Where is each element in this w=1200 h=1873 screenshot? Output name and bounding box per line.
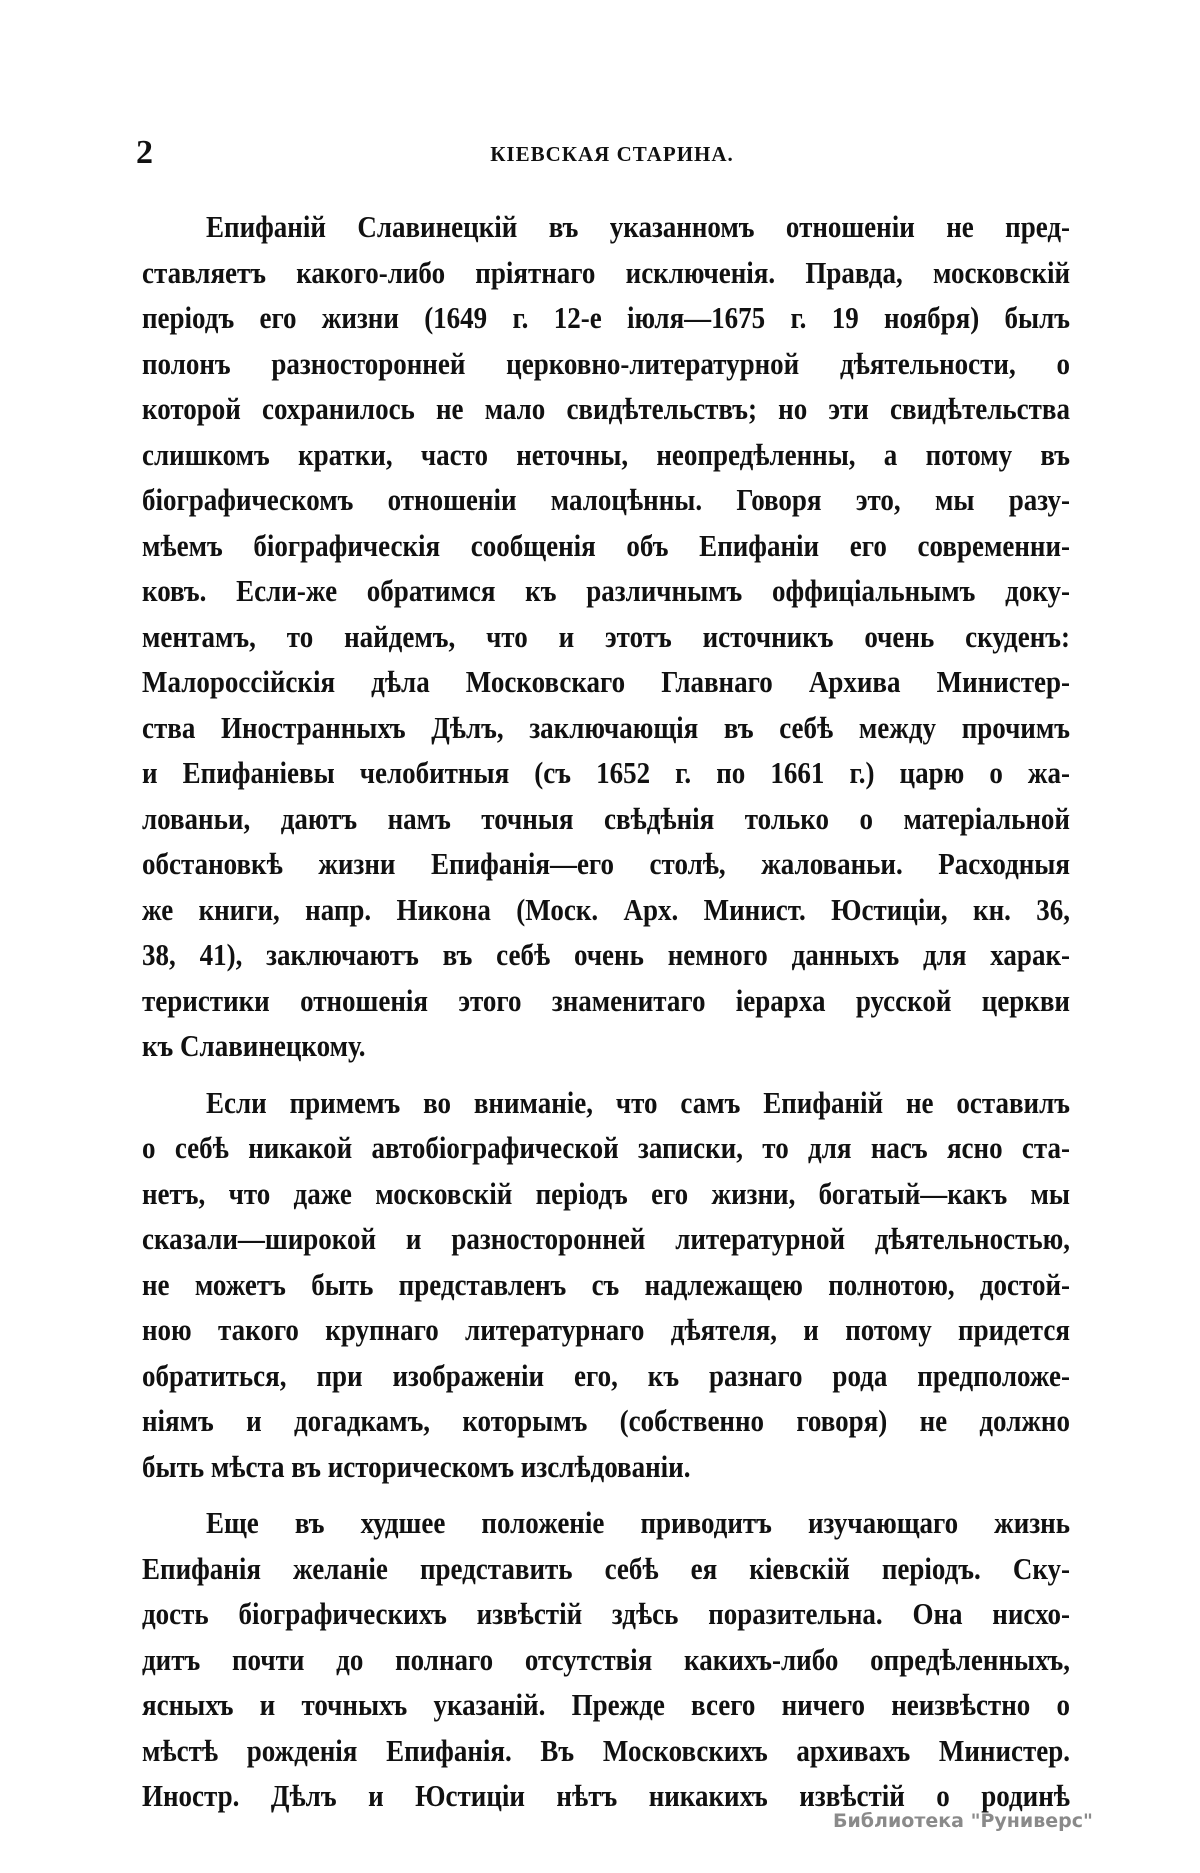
text-line: лованьи, даютъ намъ точныя свѣдѣнія только о матеріальной — [142, 801, 1070, 836]
text-line: Малороссійскія дѣла Московскаго Главнаго Архива Министер- — [142, 665, 1070, 699]
text-line: мѣстѣ рожденія Епифанія. Въ Московскихъ архивахъ Министер. — [142, 1733, 1070, 1768]
text-line: сказали—широкой и разносторонней литературной дѣятельностью, — [142, 1222, 1070, 1256]
text-line: которой сохранилось не мало свидѣтельствъ; но эти свидѣтельства — [142, 392, 1070, 426]
text-line: біографическомъ отношеніи малоцѣнны. Говоря это, мы разу- — [142, 483, 1070, 517]
text-line: о себѣ никакой автобіографической записки, то для насъ ясно ста- — [142, 1131, 1070, 1165]
text-line: ментамъ, то найдемъ, что и этотъ источникъ очень скуденъ: — [142, 619, 1070, 654]
text-line: ніямъ и догадкамъ, которымъ (собственно говоря) не должно — [142, 1404, 1070, 1438]
text-line: не можетъ быть представленъ съ надлежащею полнотою, достой- — [142, 1267, 1070, 1302]
body-text — [142, 205, 1070, 1831]
text-line: ства Иностранныхъ Дѣлъ, заключающія въ себѣ между прочимъ — [142, 710, 1070, 745]
text-line: теристики отношенія этого знаменитаго іерарха русской церкви — [142, 983, 1070, 1018]
text-line: къ Славинецкому. — [142, 1029, 366, 1063]
text-line: Епифаній Славинецкій въ указанномъ отношеніи не пред- — [206, 210, 1070, 244]
paragraph — [142, 205, 1070, 1070]
text-line: ставляетъ какого-либо пріятнаго исключенія. Правда, московскій — [142, 255, 1070, 290]
paragraph — [142, 1081, 1070, 1491]
text-line: періодъ его жизни (1649 г. 12-е іюля—1675 г. 19 ноября) былъ — [142, 301, 1070, 335]
page-number: 2 — [136, 134, 153, 171]
text-line: 38, 41), заключаютъ въ себѣ очень немного данныхъ для харак- — [142, 938, 1070, 972]
text-line: дость біографическихъ извѣстій здѣсь поразительна. Она нисхо- — [142, 1597, 1070, 1631]
running-head: КІЕВСКАЯ СТАРИНА. — [490, 142, 734, 166]
text-line: ковъ. Если-же обратимся къ различнымъ оффиціальнымъ доку- — [142, 574, 1070, 608]
text-line: Еще въ худшее положеніе приводитъ изучающаго жизнь — [206, 1506, 1070, 1540]
library-watermark: Библиотека "Руниверс" — [833, 1810, 1093, 1832]
paragraph — [142, 1501, 1070, 1820]
text-line: Епифанія желаніе представить себѣ ея кіевскій періодъ. Ску- — [142, 1551, 1070, 1586]
text-line: Иностр. Дѣлъ и Юстиціи нѣтъ никакихъ извѣстій о родинѣ — [142, 1779, 1070, 1813]
text-line: нетъ, что даже московскій періодъ его жизни, богатый—какъ мы — [142, 1176, 1070, 1211]
text-line: ною такого крупнаго литературнаго дѣятеля, и потому придется — [142, 1313, 1070, 1347]
text-line: дитъ почти до полнаго отсутствія какихъ-либо опредѣленныхъ, — [142, 1642, 1070, 1677]
text-line: быть мѣста въ историческомъ изслѣдованіи. — [142, 1449, 691, 1484]
text-line: ясныхъ и точныхъ указаній. Прежде всего ничего неизвѣстно о — [142, 1688, 1070, 1722]
text-line: же книги, напр. Никона (Моск. Арх. Минист. Юстиціи, кн. 36, — [142, 892, 1070, 927]
text-line: и Епифаніевы челобитныя (съ 1652 г. по 1661 г.) царю о жа- — [142, 756, 1070, 790]
text-line: мѣемъ біографическія сообщенія объ Епифаніи его современни- — [142, 528, 1070, 563]
text-line: Если примемъ во вниманіе, что самъ Епифаній не оставилъ — [206, 1085, 1070, 1120]
text-line: обстановкѣ жизни Епифанія—его столѣ, жалованьи. Расходныя — [142, 847, 1070, 881]
text-line: слишкомъ кратки, часто неточны, неопредѣленны, а потому въ — [142, 437, 1070, 472]
text-line: обратиться, при изображеніи его, къ разнаго рода предположе- — [142, 1358, 1070, 1393]
text-line: полонъ разносторонней церковно-литературной дѣятельности, о — [142, 346, 1070, 381]
